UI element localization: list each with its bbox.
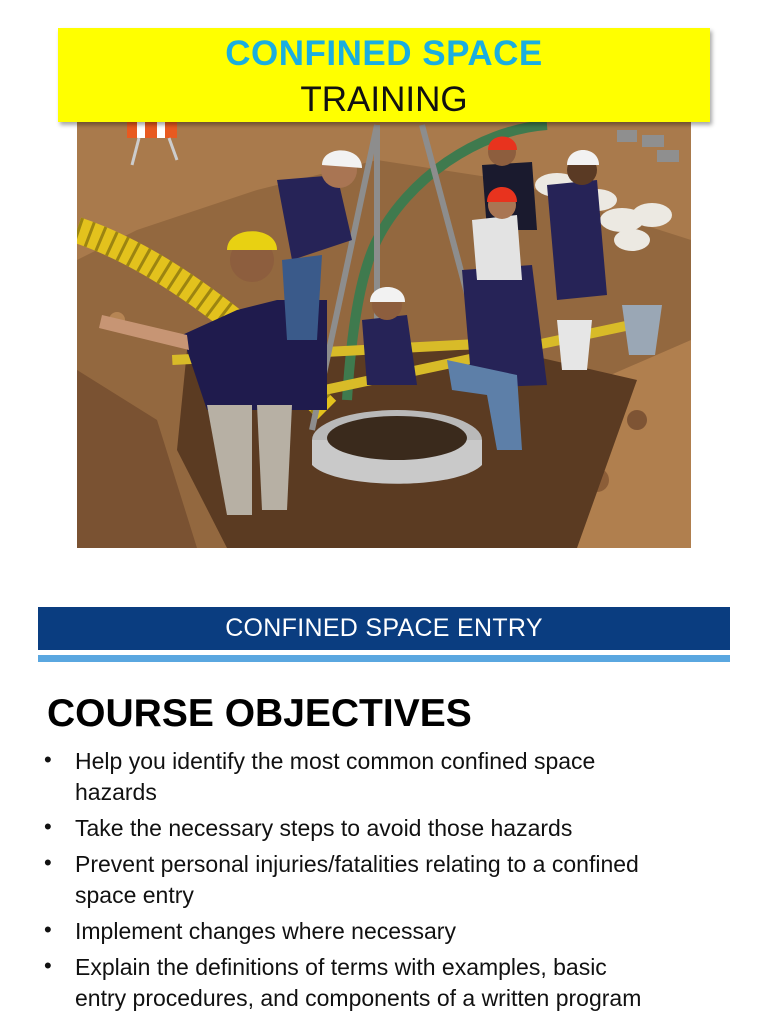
excavation-photo [77,120,691,548]
bullet-icon: • [44,747,52,772]
bullet-icon: • [44,953,52,978]
slide-objectives [0,590,768,1024]
bullet-icon: • [44,917,52,942]
excavation-illustration [77,120,691,548]
list-item [44,952,664,1014]
objective-text: Implement changes where necessary [75,918,456,944]
objective-text: Help you identify the most common confined space hazards [75,748,596,805]
list-item [44,746,664,808]
objective-text: Take the necessary steps to avoid those hazards [75,815,573,841]
title-box [58,28,710,122]
title-line-1: CONFINED SPACE [225,34,543,73]
bullet-icon: • [44,850,52,875]
list-item [44,813,664,844]
section-banner: CONFINED SPACE ENTRY [38,607,730,650]
page-title: COURSE OBJECTIVES [47,692,472,735]
objective-text: Prevent personal injuries/fatalities relating to a confined space entry [75,851,639,908]
list-item [44,849,664,911]
objectives-list [44,746,664,1019]
objective-text: Explain the definitions of terms with examples, basic entry procedures, and components of a written program [75,954,642,1011]
title-line-2: TRAINING [300,80,468,119]
banner-stripe [38,655,730,662]
list-item [44,916,664,947]
bullet-icon: • [44,814,52,839]
